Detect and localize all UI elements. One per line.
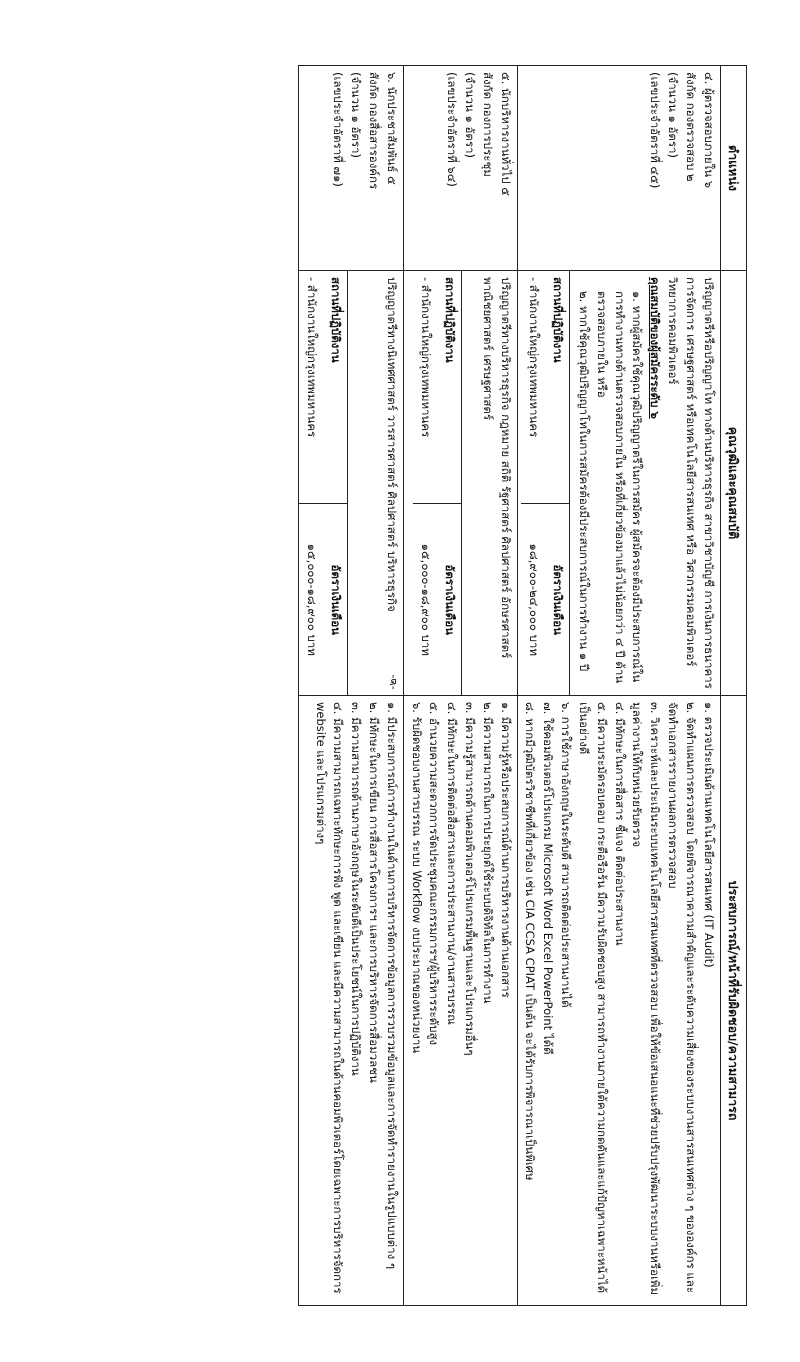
position-title: ๕. นักบริหารงานทั่วไป ๕ — [498, 72, 513, 196]
header-position: ตำแหน่ง — [720, 66, 746, 271]
experience-item: ๖. การใช้ภาษาอังกฤษในระดับดี สามารถติดต่อประสานงานได้ — [559, 702, 574, 1008]
salary-table — [522, 271, 571, 695]
job-table — [298, 65, 747, 1306]
workplace-header: สถานที่ปฏิบัติงาน — [437, 271, 461, 504]
header-qualification: คุณวุฒิและคุณสมบัติ — [720, 271, 746, 696]
position-cell — [299, 66, 404, 271]
position-number: (เลขประจำอัตราที่ ๔๕) — [648, 72, 663, 189]
position-title: ๖. นักประชาสัมพันธ์ ๕ — [384, 72, 399, 185]
rate-header: อัตราเงินเดือน — [545, 504, 569, 695]
special-heading: คุณสมบัติของผู้สมัครระดับ ๖ — [648, 277, 663, 419]
experience-item: ๑. มีประสบการณ์การทำงานในด้านการบริหารจัดการข้อมูลการรวบรวมข้อมูลและการจัดทำรายงานในรูปแบบต่าง ๆ — [384, 702, 399, 1270]
rate-header: อัตราเงินเดือน — [323, 504, 347, 695]
position-cell — [403, 66, 517, 271]
position-number: (เลขประจำอัตราที่ ๖๔) — [445, 72, 460, 187]
experience-cell — [517, 696, 720, 1306]
qualification-cell — [403, 271, 517, 696]
page-number: -๒- — [386, 674, 399, 690]
rate-value: ๑๘,๙๐๐-๒๔,๐๐๐ บาท — [527, 543, 542, 656]
workplace-value: - สำนักงานใหญ่กรุงเทพมหานคร — [522, 271, 546, 504]
qualification-text: ปริญญาตรีทางนิเทศศาสตร์ วารสารศาสตร์ ศิลปศาสตร์ บริหารธุรกิจ — [384, 277, 399, 612]
experience-item: ๓. มีความสามารถด้านภาษาอังกฤษในระดับดีเป็นประโยชน์ในการปฏิบัติงาน — [349, 702, 364, 1076]
special-item: ๒. หากใช้คุณวุฒิปริญญาโทในการสมัครต้องมีประสบการณ์ในการทำงาน ๑ ปี — [576, 291, 591, 672]
experience-item: ๕. มีความระมัดรอบคอบ กระตือรือร้น มีความรับผิดชอบสูง สามารถทำงานภายใต้ความกดดันและแก้ปัญหาเฉพาะหน้าได้เป็นอย่างดี — [576, 702, 609, 1294]
salary-table — [299, 271, 348, 695]
position-title: ๔. ผู้ตรวจสอบภายใน ๖ — [701, 72, 716, 189]
special-item: ๑. หากผู้สมัครใช้คุณวุฒิปริญญาตรีในการสมัคร ผู้สมัครจะต้องมีประสบการณ์ในการทำงานทางด้านตรวจสอบภายใน หรือที่เกี่ยวข้องมาแล้วไม่น้อยกว่า ๔ ปี ด้านตรวจสอบภายใน หรือ — [594, 291, 645, 684]
header-experience: ประสบการณ์/หน้าที่รับผิดชอบ/ความสามารถ — [720, 696, 746, 1306]
experience-item: ๕. อำนวยความสะดวกการจัดประชุมคณะกรรมการฯ/ผู้บริหารระดับสูง — [427, 702, 442, 1046]
experience-cell — [403, 696, 517, 1306]
experience-item: ๑. ตรวจประเมินด้านเทคโนโลยีสารสนเทศ (IT Audit) — [701, 702, 716, 968]
workplace-value: - สำนักงานใหญ่กรุงเทพมหานคร — [299, 271, 323, 504]
rate-value: ๑๕,๐๐๐-๑๘,๙๐๐ บาท — [418, 543, 433, 656]
position-department: สังกัด กองสื่อสารองค์กร — [367, 72, 381, 190]
position-department: สังกัด กองการประชุม — [480, 72, 495, 177]
table-row — [299, 66, 404, 1306]
experience-item: ๒. จัดทำแผนการตรวจสอบ โดยพิจารณาความสำคัญและระดับความเสี่ยงของระบบงานสารสนเทศต่าง ๆ ขององค์กร และจัดทำเอกสารรายงานผลการตรวจสอบ — [666, 702, 698, 1294]
header-row — [720, 66, 746, 1306]
salary-table — [413, 271, 462, 695]
rate-header: อัตราเงินเดือน — [437, 504, 461, 695]
position-number: (เลขประจำอัตราที่ ๗๑) — [331, 72, 346, 187]
experience-item: ๗. ใช้คอมพิวเตอร์โปรแกรม Microsoft Word Excel PowerPoint ได้ดี — [541, 702, 556, 1055]
workplace-header: สถานที่ปฏิบัติงาน — [545, 271, 569, 504]
experience-item: ๔. มีทักษะในการติดต่อสื่อสารและการประสานงาน/งานสารบรรณ — [445, 702, 460, 1025]
experience-item: ๔. มีทักษะในการสื่อสาร ชี้แจง ติดต่อประสานงาน — [612, 702, 627, 946]
experience-item: ๒. มีทักษะในการเขียน การสื่อสารโครงการฯ และการบริหารจัดการสื่อมวลชน — [367, 702, 381, 1083]
position-count: (จำนวน ๑ อัตรา) — [666, 72, 680, 158]
rate-value: ๑๕,๐๐๐-๑๘,๙๐๐ บาท — [305, 543, 319, 656]
position-cell — [517, 66, 720, 271]
experience-item: ๓. วิเคราะห์และประเมินระบบเทคโนโลยีสารสนเทศที่ตรวจสอบ เพื่อให้ข้อเสนอแนะที่ช่วยปรับปรุงพัฒนาระบบงานหรือเพิ่มมูลค่างานให้กับหน่วยรับตรวจ — [630, 702, 663, 1296]
table-row — [403, 66, 517, 1306]
position-department: สังกัด กองตรวจสอบ ๒ — [683, 72, 698, 182]
experience-item: ๖. รับผิดชอบงานสารบรรณ ระบบ Workflow งบประมาณของหน่วยงาน — [409, 702, 424, 1054]
workplace-value: - สำนักงานใหญ่กรุงเทพมหานคร — [413, 271, 437, 504]
workplace-header: สถานที่ปฏิบัติงาน — [323, 271, 347, 504]
experience-item: ๔. มีความสามารถเฉพาะทักษะการฟัง พูด และเขียน และมีความสามารถในด้านคอมพิวเตอร์โดยเฉพาะการบริหารจัดการ website และโปรแกรมต่างๆ — [313, 702, 346, 1294]
experience-item: ๓. มีความรู้สามารถด้านคอมพิวเตอร์โปรแกรมพื้นฐานและโปรแกรมอื่นๆ — [463, 702, 478, 1056]
table-row — [517, 66, 720, 1306]
qualification-cell — [299, 271, 404, 696]
experience-item: ๑. มีความรู้หรือประสบการณ์ด้านการบริหารงานด้านเอกสาร — [498, 702, 513, 998]
qualification-text: ปริญญาตรีหรือปริญญาโท ทางด้านบริหารธุรกิจ สาขาวิชาบัญชี การเงินการธนาคาร การจัดการ เศรษฐศาสตร์ หรือเทคโนโลยีสารสนเทศ หรือ วิศวกรรมคอมพิวเตอร์ วิทยาการคอมพิวเตอร์ — [666, 277, 716, 689]
qualification-text: ปริญญาตรีทางบริหารธุรกิจ กฎหมาย สถิติ รัฐศาสตร์ ศิลปศาสตร์ อักษรศาสตร์ พาณิชยศาสตร์ เศรษฐศาสตร์ — [480, 277, 513, 659]
experience-cell — [299, 696, 404, 1306]
position-count: (จำนวน ๑ อัตรา) — [463, 72, 478, 158]
qualification-cell — [517, 271, 720, 696]
experience-item: ๒. มีความสามารถในการประยุกต์ใช้ระบบดิจิทัลในการทำงาน — [480, 702, 495, 1004]
experience-item: ๘. หากมีวุฒิบัตรวิชาชีพที่เกี่ยวข้อง เช่น CIA CCSA CPIAT เป็นต้น จะได้รับการพิจารณาเป็นพิเศษ — [523, 702, 538, 1181]
position-count: (จำนวน ๑ อัตรา) — [349, 72, 364, 158]
